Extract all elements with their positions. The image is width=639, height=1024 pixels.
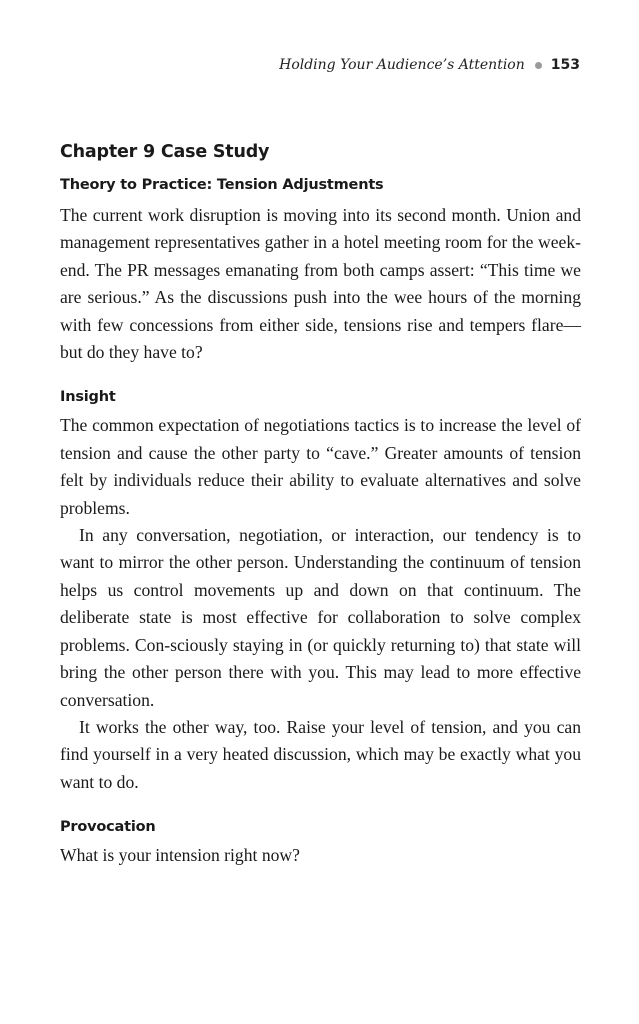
insight-paragraph-2: In any conversation, negotiation, or interaction, our tendency is to want to mirror the other person. Understanding the continuum of tension helps us control movements up and down on that continuum. The deliberate state is most effective for collaboration to solve complex problems. Con-sciously staying in (or quickly returning to) that state will bring the other person there with you. This may lead to more effective conversation. bbox=[60, 525, 581, 710]
running-header bbox=[279, 57, 580, 73]
provocation-heading: Provocation bbox=[60, 819, 156, 836]
section-subtitle: Theory to Practice: Tension Adjustments bbox=[60, 177, 384, 193]
intro-paragraph: The current work disruption is moving into its second month. Union and management representatives gather in a hotel meeting room for the week-end. The PR messages emanating from both camps assert: “This time we are serious.” As the discussions push into the wee hours of the morning with few concessions from either side, tensions rise and tempers flare—but do they have to? bbox=[60, 205, 581, 363]
insight-paragraph-1: The common expectation of negotiations tactics is to increase the level of tension and cause the other party to “cave.” Greater amounts of tension felt by individuals reduce their ability to evaluate alternatives and solve problems. bbox=[60, 415, 581, 518]
chapter-title: Chapter 9 Case Study bbox=[60, 142, 270, 162]
page-content bbox=[60, 142, 581, 870]
insight-heading: Insight bbox=[60, 389, 116, 406]
provocation-text: What is your intension right now? bbox=[60, 845, 300, 866]
page-number: 153 bbox=[550, 57, 580, 73]
running-title: Holding Your Audience’s Attention bbox=[279, 57, 525, 73]
bullet-icon bbox=[535, 62, 542, 69]
insight-paragraph-3: It works the other way, too. Raise your level of tension, and you can find yourself in a very heated discussion, which may be exactly what you want to do. bbox=[60, 716, 581, 792]
